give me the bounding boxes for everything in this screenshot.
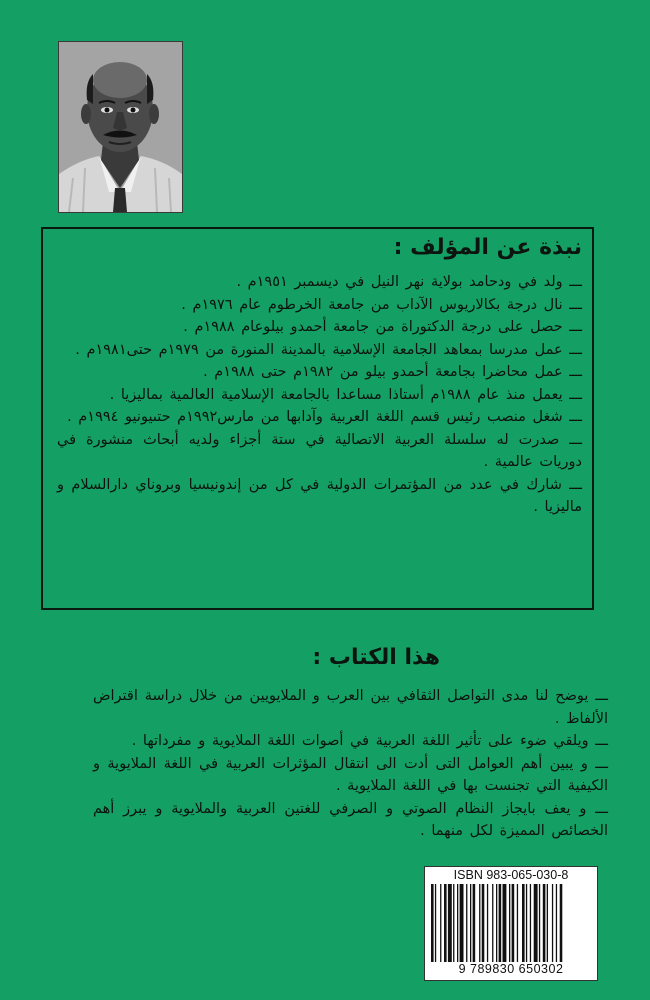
barcode-bar (444, 884, 447, 962)
list-item: ـــ عمل محاضرا بجامعة أحمدو بيلو من ١٩٨٢م حتى ١٩٨٨م . (203, 364, 582, 380)
author-bio-list (57, 271, 582, 519)
barcode-bar (560, 884, 563, 962)
book-description-list (93, 685, 608, 843)
author-bio-box (41, 227, 594, 610)
list-item: ـــ و يعف بايجاز النظام الصوتي و الصرفي للغتين العربية والملايوية و يبرز أهم الخصائص المميزة لكل منهما . (93, 800, 608, 839)
barcode-bar (440, 884, 441, 962)
barcode-bar (470, 884, 471, 962)
list-item: ـــ ولد في ودحامد بولاية نهر النيل في ديسمبر ١٩٥١م . (236, 274, 582, 290)
barcode-bar (448, 884, 452, 962)
list-item: ـــ ويلقي ضوء على تأثير اللغة العربية في أصوات اللغة الملايوية و مفرداتها . (131, 733, 608, 749)
barcode-bar (496, 884, 497, 962)
barcode-bar (487, 884, 488, 962)
barcode-bar (517, 884, 518, 962)
barcode-bar (552, 884, 553, 962)
barcode-bar (556, 884, 557, 962)
list-item: ـــ صدرت له سلسلة العربية الاتصالية في ستة أجزاء ولديه أبحاث منشورة في دوريات عالمية . (57, 431, 582, 470)
barcode-bar (539, 884, 540, 962)
barcode-bar (473, 884, 476, 962)
barcode-bar (503, 884, 507, 962)
list-item: ـــ و يبين أهم العوامل التى أدت الى انتقال المؤثرات العربية في اللغة الملايوية و الكيفية التي تجنست بها في اللغة الملايوية . (93, 755, 608, 794)
list-item: ـــ عمل مدرسا بمعاهد الجامعة الإسلامية بالمدينة المنورة من ١٩٧٩م حتى١٩٨١م . (75, 341, 582, 358)
author-photo (58, 41, 183, 213)
list-item: ـــ حصل على درجة الدكتوراة من جامعة أحمدو بيلوعام ١٩٨٨م . (183, 319, 582, 335)
barcode-bar (512, 884, 515, 962)
list-item: ـــ شغل منصب رئيس قسم اللغة العربية وآدابها من مارس١٩٩٢م حتىيونيو ١٩٩٤م . (67, 409, 582, 425)
barcode-bar (435, 884, 436, 962)
barcode-bar (482, 884, 485, 962)
isbn-barcode (424, 866, 598, 981)
list-item: ـــ يوضح لنا مدى التواصل الثقافي بين العرب و الملايويين من خلال دراسة اقتراض الألفاظ . (93, 688, 608, 727)
ean-number: 9 789830 650302 (458, 962, 564, 976)
author-section-title: نبذة عن المؤلف : (393, 235, 582, 260)
barcode-bar (509, 884, 510, 962)
barcode-bar (543, 884, 546, 962)
book-section-title: هذا الكتاب : (312, 645, 440, 670)
list-item: ـــ يعمل منذ عام ١٩٨٨م أستاذا مساعدا بالجامعة الإسلامية العالمية بماليزيا . (109, 386, 582, 403)
barcode-bar (460, 884, 464, 962)
barcode-bar (534, 884, 538, 962)
barcode-bar (522, 884, 525, 962)
list-item: ـــ شارك في عدد من المؤتمرات الدولية في كل من إندونيسيا وبروناي دارالسلام و ماليزيا . (57, 476, 582, 515)
barcode-bar (453, 884, 454, 962)
barcode-bar (479, 884, 480, 962)
barcode-bar (530, 884, 531, 962)
list-item: ـــ نال درجة بكالاريوس الآداب من جامعة الخرطوم عام ١٩٧٦م . (181, 296, 582, 313)
isbn-number: ISBN 983-065-030-8 (453, 868, 569, 882)
barcode-bar (431, 884, 434, 962)
barcode-bar (492, 884, 493, 962)
barcode-bar (466, 884, 467, 962)
barcode-bar (499, 884, 502, 962)
barcode-bar (526, 884, 527, 962)
barcode-bars (429, 884, 593, 962)
barcode-bar (457, 884, 458, 962)
barcode-bar (547, 884, 548, 962)
